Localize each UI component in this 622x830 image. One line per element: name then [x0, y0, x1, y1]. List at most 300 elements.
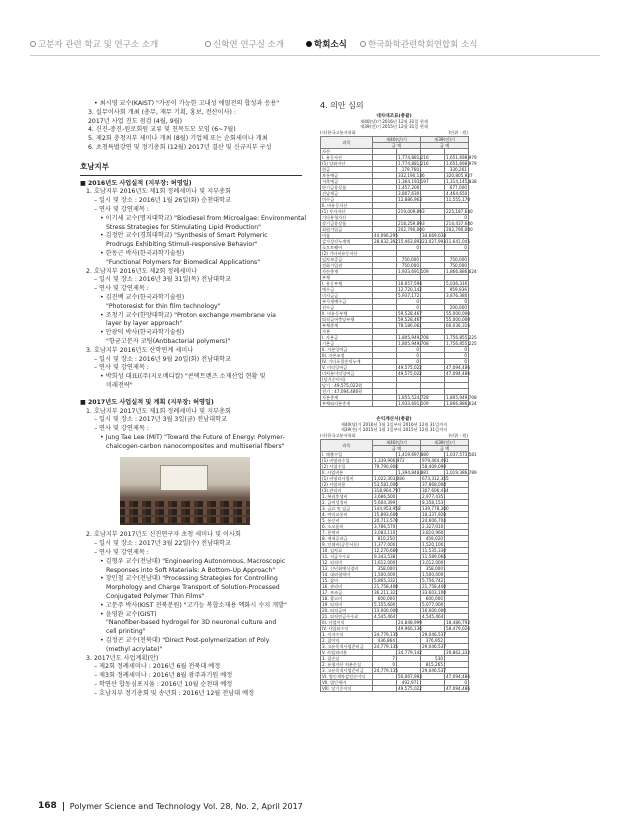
amount-cell: 21,758,400 [422, 584, 446, 589]
account-name-cell: 2. 유형자산 처분손실 [321, 662, 373, 668]
amount-cell: 750,000 [445, 257, 469, 263]
table-row [321, 476, 469, 482]
header-divider [30, 55, 600, 56]
account-name-cell: 감가상각누계액 [321, 239, 373, 245]
amount-cell: 4,545,464 [422, 614, 444, 619]
amount-cell: 0 [397, 353, 421, 359]
footer-divider [63, 802, 64, 811]
account-name-cell: 1. 잡손실 [321, 656, 373, 662]
amount-cell: 1,457,200 [398, 185, 420, 190]
text-line: 1. 호남지부 2016년도 제1회 정례세미나 및 지부총회 [86, 188, 231, 196]
table-unit: (단위 : 원) [448, 130, 468, 135]
amount-cell: 0 [445, 347, 469, 353]
amount-cell: 530 [421, 656, 445, 662]
amount-cell: 29,862,332 [446, 650, 470, 655]
amount-cell: 750,000 [397, 257, 421, 263]
amount-cell: 10,337,920 [422, 512, 446, 517]
amount-cell: 15,463,893 [398, 239, 422, 244]
account-name-cell: 기타유형자산 [321, 215, 373, 221]
amount-cell: 28,632,392 [374, 239, 398, 244]
account-name-cell: 당기 : 49,575,022원 [321, 383, 373, 389]
tab-label: 한국화학관련학회연합회 소식 [368, 40, 478, 50]
text-line: Conjugated Polymer Thin Films" [106, 593, 205, 601]
amount-cell: 1,756,855,225 [446, 335, 477, 340]
amount-cell: 0 [397, 245, 421, 251]
amount-cell: 47,094,486 [446, 371, 470, 376]
text-line: 미래전략" [106, 381, 133, 389]
amount-cell: 225,187,640 [446, 209, 473, 214]
amount-cell: 3,012,000 [422, 560, 444, 565]
right-column [320, 100, 477, 692]
amount-cell: 3,810,960 [422, 530, 444, 535]
amount-cell: 49,575,022 [398, 365, 422, 370]
amount-cell: 59,528,467 [398, 311, 422, 316]
amount-cell: 214,437,640 [446, 221, 473, 226]
amount-cell: 318,964,797 [374, 488, 401, 493]
column-header: 과목 [321, 440, 373, 452]
account-name-cell: 선수금 [321, 305, 373, 311]
amount-cell: 5,937,172 [398, 293, 420, 298]
table-org: (사)한국고분자학회 [320, 130, 356, 135]
amount-cell: 29,046,537 [422, 632, 446, 637]
amount-cell: 320,805,927 [446, 173, 473, 178]
tab-school-intro[interactable] [30, 38, 158, 50]
agenda-heading: 4. 의안 심의 [320, 101, 364, 110]
amount-cell: 5,155,600 [374, 602, 396, 607]
amount-cell: 358,000 [421, 566, 445, 572]
text-line: • 윤영완 교수(GIST) [100, 610, 157, 618]
amount-cell [373, 686, 397, 692]
amount-cell: 24,848,999 [398, 620, 422, 625]
text-line: – 연사 및 강연제목 : [94, 205, 149, 213]
amount-cell: 18,486,792 [446, 620, 470, 625]
text-line: ■ 2017년도 사업실적 및 계획 (지부장: 허영일) [80, 398, 214, 406]
text-line: – 연사 및 강연제목 : [94, 425, 149, 433]
account-name-cell: 6. 소모품비 [321, 524, 373, 530]
table-unit: (단위 : 원) [448, 433, 468, 438]
amount-cell: 55,000,000 [446, 317, 470, 322]
amount-cell: 0 [397, 305, 421, 311]
account-name-cell: 8. 제세공과금 [321, 536, 373, 542]
amount-cell: 50,067,993 [398, 674, 422, 679]
account-name-cell: 자본 [321, 329, 373, 335]
amount-cell: 49,966,136 [398, 626, 422, 631]
text-line: – 일시 및 장소 : 2016년 3월 31일(목) 전남대학교 [94, 276, 231, 284]
amount-cell: 1,805,949,708 [398, 335, 429, 340]
amount-cell: 60,036,316 [446, 323, 470, 328]
text-line: • 고문주 박사(KIST 전북분원) "고기능 복합소재용 액화시 수지 개발" [100, 601, 287, 609]
amount-cell: 24,779,135 [374, 644, 398, 649]
amount-cell: 0 [445, 353, 469, 359]
section-nav [30, 38, 600, 52]
amount-cell: 4,464,650 [446, 191, 468, 196]
amount-cell: 200,000 [445, 305, 469, 311]
amount-cell [421, 686, 445, 692]
table-period: 제40(당)기 2016년 1월 1일부터 2016년 12월 31일까지 [340, 422, 448, 427]
account-name-cell: VIII. 당기순이익 [321, 686, 373, 692]
account-name-cell: 21. 퇴직연금수수료 [321, 614, 373, 620]
account-name-cell: (2) 사업수입 [321, 464, 373, 470]
text-line: 3. 실무이사회 개최 (총무, 재무 기획, 홍보, 전산이사) : [88, 108, 237, 116]
amount-cell: 1,774,881,216 [398, 155, 429, 160]
account-name-cell: (1) 비영리수입 [321, 458, 373, 464]
account-name-cell: III. 자본조정 [321, 353, 373, 359]
amount-cell: 1,866,886,624 [446, 401, 477, 406]
amount-cell: 1,866,886,624 [446, 269, 477, 274]
amount-cell: 677,000 [445, 185, 469, 191]
text-line: Morphology and Charge Transport of Solution-Processed [106, 584, 280, 592]
account-name-cell: I. 매출수입 [321, 452, 373, 458]
account-name-cell: 7. 용역비 [321, 530, 373, 536]
account-name-cell: 15. 잡비 [321, 578, 373, 584]
amount-cell: 673,312,355 [422, 476, 449, 481]
amount-cell: 750,000 [397, 263, 421, 269]
amount-cell: 810,250 [373, 536, 397, 542]
account-name-cell: 18. 광고비 [321, 596, 373, 602]
amount-cell: 979,464,491 [422, 458, 449, 463]
amount-cell: 44,096,295 [374, 233, 398, 238]
account-name-cell: 10. 임차료 [321, 548, 373, 554]
account-name-cell: II. 자본잉여금 [321, 347, 373, 353]
account-name-cell: 회원가입금 [321, 227, 373, 233]
journal-citation: Polymer Science and Technology Vol. 28, No. 2, April 2017 [69, 801, 303, 811]
amount-cell: 2,327,010 [422, 524, 444, 529]
amount-cell: 0 [445, 680, 469, 686]
account-name-cell: (1) 당좌자산 [321, 161, 373, 167]
account-name-cell: 미수금 [321, 197, 373, 203]
account-name-cell: I. 유동자산 [321, 155, 373, 161]
account-name-cell: 3. 고유목적사업준비금 [321, 644, 373, 650]
amount-cell: 600,000 [373, 596, 397, 602]
amount-cell: 1,339,906,972 [374, 458, 405, 463]
tab-society-news[interactable] [306, 38, 347, 50]
account-name-cell: III. 사업이익 [321, 620, 373, 626]
amount-cell: 1,612,000 [374, 560, 396, 565]
column-header: 제39(전)기 [421, 440, 469, 446]
text-line: – 호남지부 정기총회 및 송년회 : 2016년 12월 전남대 예정 [94, 689, 255, 697]
account-name-cell: 12. 퇴직비 [321, 560, 373, 566]
account-name-cell: 1. 복리후생비 [321, 494, 373, 500]
account-name-cell: 부채와자본총계 [321, 401, 373, 407]
account-name-cell: (3) 관리비 [321, 488, 373, 494]
account-name-cell: IV. 기타포괄손익누계 [321, 359, 373, 365]
amount-cell: 358,000 [373, 566, 397, 572]
amount-cell: 1,651,698,979 [446, 155, 477, 160]
amount-cell: 5,036,316 [446, 281, 468, 286]
amount-cell: 36,211,321 [374, 590, 398, 595]
text-line: 2. 호남지부 2017년도 신진연구자 초청 세미나 및 이사회 [86, 531, 241, 539]
text-line: 4. 신진-중진-원로회원 교류 및 친목도모 모임 (6~7월) [88, 126, 236, 134]
amount-cell: 0 [445, 215, 469, 221]
amount-cell: 47,094,486 [446, 365, 470, 370]
text-line: • 장민철 교수(전남대) "Processing Strategies for Controlling [100, 575, 278, 583]
amount-cell: 9,343,538 [374, 554, 396, 559]
amount-cell: 79,790,908 [374, 464, 398, 469]
account-name-cell: 자산총계 [321, 269, 373, 275]
tab-lab-intro[interactable] [205, 38, 284, 50]
amount-cell: 330,261 [445, 167, 469, 173]
text-line: – 일시 및 장소 : 2017년 3월 3일(금) 전남대학교 [94, 416, 228, 424]
amount-cell: 59,528,467 [398, 317, 422, 322]
column-subheader: 금 액 [373, 446, 421, 452]
amount-cell: 0 [373, 662, 397, 668]
account-name-cell: (당기순이익) [321, 377, 373, 383]
left-column [80, 100, 307, 699]
account-name-cell: V. 사업외비용 [321, 650, 373, 656]
balance-sheet-table [320, 136, 477, 407]
account-name-cell: (1) 비영리사업비 [321, 476, 373, 482]
text-line: • 김정곤 교수(전북대) "Direct Post-polymerization of Poly [100, 637, 270, 645]
amount-cell: 1,500,000 [374, 572, 396, 577]
account-name-cell: 장기금융상품 [321, 221, 373, 227]
amount-cell: 1,520,100 [422, 542, 444, 547]
amount-cell: 11,589,066 [422, 554, 446, 559]
amount-cell: 33,603,100 [422, 590, 446, 595]
column-subheader: 금 액 [421, 446, 469, 452]
balance-sheet [320, 114, 477, 407]
text-line: – 연사 및 강연제목 : [94, 364, 149, 372]
text-line: chalcogen-carbon nanocomposites and multiserial fibers" [106, 442, 285, 450]
section-rule [80, 175, 302, 176]
amount-cell: 218,259,893 [398, 221, 425, 226]
account-name-cell: 자산 [321, 149, 373, 155]
tab-federation-news[interactable] [360, 38, 477, 50]
amount-cell [373, 401, 397, 407]
text-line: • 김진백 교수(한국과학기술원) [100, 293, 185, 301]
circle-icon [30, 41, 36, 47]
text-line: – 연사 및 강연제목 : [94, 285, 149, 293]
amount-cell: 1,805,949,708 [398, 341, 429, 346]
account-name-cell: 보통예금 [321, 173, 373, 179]
account-name-cell: 퇴직급여충당부채 [321, 317, 373, 323]
text-line: 6. 초청특별강연 및 정기총회 (12월) 2017년 결산 및 신규지부 구성 [88, 143, 272, 151]
amount-cell: 49,575,022 [398, 686, 422, 691]
text-line: 1. 호남지부 2017년도 제1회 정례세미나 및 지부총회 [86, 407, 231, 415]
amount-cell: 11,535,330 [422, 548, 446, 553]
column-header: 제40(당)기 [373, 440, 421, 446]
amount-cell: 20,713,570 [374, 518, 398, 523]
account-name-cell: 9. 인쇄비(공문서등) [321, 542, 373, 548]
account-name-cell: 비품 [321, 233, 373, 239]
amount-cell: 1,933,691,109 [398, 401, 429, 406]
amount-cell: 139,778,300 [422, 506, 449, 511]
column-subheader: 금 액 [421, 143, 469, 149]
account-name-cell: (1) 투자자산 [321, 209, 373, 215]
amount-cell: 5,865,332 [374, 578, 396, 583]
text-line: • 조청기 교수(한양대학교) "Proton exchange membrane via [100, 311, 276, 319]
text-line: cell printing" [106, 628, 146, 636]
amount-cell: 24,779,135 [374, 632, 398, 637]
text-line: 2. 호남지부 2016년도 제2회 정례세미나 [86, 267, 198, 275]
text-line: • 안광덕 박사(한국과학기술원) [100, 329, 185, 337]
table-row [321, 239, 469, 245]
account-name-cell: 현금 [321, 167, 373, 173]
amount-cell: 58,479,026 [446, 626, 470, 631]
text-line: Responses into Soft Materials: A Bottom-Up Approach" [106, 566, 276, 574]
account-name-cell: 11. 지급수수료 [321, 554, 373, 560]
amount-cell: 15,893,600 [374, 512, 398, 517]
account-name-cell: 부채 [321, 275, 373, 281]
amount-cell: 11,555,170 [446, 197, 470, 202]
amount-cell: 202,790,000 [446, 227, 473, 232]
amount-cell: 3,807,630 [398, 191, 420, 196]
amount-cell: 436,864 [373, 638, 397, 644]
account-name-cell: 선납세금 [321, 191, 373, 197]
text-line: – 학연산 합동심포지움 : 2016년 10월 순천대 예정 [94, 681, 233, 689]
account-name-cell: V. 이익잉여금 [321, 365, 373, 371]
amount-cell: 1,394,848,881 [398, 470, 429, 475]
amount-cell: 750,000 [445, 263, 469, 269]
results-2017-continued [80, 531, 302, 698]
account-name-cell: 1. 이자수익 [321, 632, 373, 638]
amount-cell: 47,094,486 [446, 674, 470, 679]
results-2016 [80, 179, 307, 391]
text-line: "Functional Polymers for Biomedical Applications" [106, 258, 261, 266]
amount-cell: 3,686,500 [374, 494, 396, 499]
amount-cell: 5,756,742 [422, 578, 444, 583]
amount-cell: 23,027,993 [422, 239, 446, 244]
account-name-cell: 미지급금 [321, 293, 373, 299]
tab-label: 신학연 연구실 소개 [213, 40, 285, 50]
account-name-cell: 전기 : 47,094,486원 [321, 389, 373, 395]
account-name-cell: II. 비유동부채 [321, 311, 373, 317]
amount-cell: 1,855,524,728 [398, 395, 429, 400]
amount-cell: 1,364,193,197 [398, 179, 429, 184]
column-header: 제39(전)기 [421, 137, 469, 143]
account-name-cell: 4. 여비교통비 [321, 512, 373, 518]
amount-cell: 219,009,893 [398, 209, 425, 214]
account-name-cell: II. 사업비용 [321, 470, 373, 476]
amount-cell: 0 [445, 359, 469, 365]
amount-cell: 8,358,153 [422, 500, 444, 505]
table-row [321, 401, 469, 407]
table-row [321, 686, 469, 692]
amount-cell: 959,936 [445, 287, 469, 293]
amount-cell: 21,758,400 [374, 584, 398, 589]
account-name-cell: 14. 대외협력비 [321, 572, 373, 578]
amount-cell: 12,720,142 [398, 287, 422, 292]
circle-icon [205, 41, 211, 47]
amount-cell: 24,779,142 [398, 650, 422, 655]
text-line: • 이기세 교수(명지대학교) "Biodiesel from Microalgae: Environmental [100, 214, 307, 222]
tab-label: 고분자 관련 학교 및 연구소 소개 [38, 40, 159, 50]
page-footer [38, 801, 303, 811]
amount-cell: 1,022,303,086 [374, 476, 405, 481]
amount-cell: 37,868,000 [422, 482, 446, 487]
amount-cell: 144,953,958 [374, 506, 401, 511]
table-period: 제39(전)기 2015년 1월 1일부터 2015년 12월 31일까지 [340, 427, 448, 432]
account-name-cell: 2. 잡이익 [321, 638, 373, 644]
amount-cell: 600,000 [421, 596, 445, 602]
text-line: – 제3회 정례세미나 : 2016년 8월 광주과기원 예정 [94, 672, 233, 680]
account-name-cell: 3. 급료 및 임금 [321, 506, 373, 512]
results-2017 [80, 399, 302, 452]
text-line: • 박희성 대표((주)지오메디칼) "콘택트렌즈 소재산업 현황 및 [100, 373, 266, 381]
amount-cell: 2,977,435 [422, 494, 444, 499]
table-period: 제39(전)기 2015년 12월 31일 현재 [360, 124, 428, 129]
text-line: 5. 제2회 충청지부 세미나 개최 (8월) 기업체 또는 순회세미나 개최 [88, 135, 268, 143]
amount-cell: 13,000,000 [374, 608, 398, 613]
amount-cell: 24,606,704 [422, 518, 446, 523]
amount-cell: 1,037,573,581 [446, 452, 477, 457]
amount-cell: 7 [373, 656, 397, 662]
account-name-cell: VI. 법인세차감전순이익 [321, 674, 373, 680]
column-subheader: 금 액 [373, 143, 421, 149]
text-line: "Photoresist for thin film technology" [106, 302, 221, 310]
account-name-cell: 자본총계 [321, 395, 373, 401]
account-name-cell: 소프트웨어 [321, 245, 373, 251]
amount-cell: 1,651,698,979 [446, 161, 477, 166]
amount-cell: 0 [397, 347, 421, 353]
amount-cell: 53,581,000 [374, 482, 398, 487]
amount-cell: 376,952 [421, 638, 445, 644]
amount-cell: 1,419,697,880 [398, 452, 429, 457]
text-line: Prodrugs Exhibiting Stimuli-responsive Behavior" [106, 241, 258, 249]
section-title: 호남지부 [80, 161, 109, 171]
amount-cell: 332,190,136 [398, 173, 425, 178]
account-name-cell: I. 자본금 [321, 335, 373, 341]
account-name-cell: 전화가입권 [321, 263, 373, 269]
amount-cell: 11,641,045 [446, 239, 470, 244]
account-name-cell: 부채총계 [321, 323, 373, 329]
amount-cell: 47,094,486 [446, 686, 470, 691]
amount-cell: 78,186,061 [398, 323, 422, 328]
account-name-cell: 기본금 [321, 341, 373, 347]
tab-label: 학회소식 [314, 40, 347, 50]
account-name-cell: 저축예금 [321, 179, 373, 185]
amount-cell: 492,971 [397, 680, 421, 686]
amount-cell: 29,046,537 [422, 644, 446, 649]
income-statement [320, 417, 477, 692]
amount-cell: 12,886,963 [398, 197, 422, 202]
account-name-cell: 3. 고유목적사업준비금 [321, 668, 373, 674]
amount-cell: 1,019,386,789 [446, 470, 477, 475]
amount-cell: 34,669,038 [422, 233, 446, 238]
amount-cell: 1,933,691,109 [398, 269, 429, 274]
account-name-cell: 임차보증금 [321, 257, 373, 263]
text-line: (methyl acrylate)" [106, 645, 163, 653]
table-row [321, 458, 469, 464]
amount-cell: 0 [397, 359, 421, 365]
account-name-cell: 20. 퇴직급여 [321, 608, 373, 614]
income-statement-table [320, 439, 477, 692]
account-name-cell: 16. 관리비 [321, 584, 373, 590]
circle-icon [360, 41, 366, 47]
amount-cell: 1,774,881,216 [398, 161, 429, 166]
account-name-cell: 미처분이익잉여금 [321, 371, 373, 377]
table-period: 제40(당)기 2016년 12월 31일 현재 [360, 119, 428, 124]
amount-cell: 1,377,000 [374, 542, 396, 547]
amount-cell: 4,545,464 [374, 614, 396, 619]
amount-cell: 1,805,949,708 [446, 395, 477, 400]
account-name-cell: VII. 법인세비 [321, 680, 373, 686]
amount-cell: 16,600,000 [422, 608, 446, 613]
text-line: ■ 2016년도 사업실적 (지부장: 허영일) [80, 179, 192, 187]
amount-cell: 3,083,110 [374, 530, 396, 535]
seminar-photo [120, 457, 250, 525]
amount-cell: 1,500,000 [422, 572, 444, 577]
amount-cell: 5,604,399 [374, 500, 396, 505]
account-name-cell: 17. 보조금 [321, 590, 373, 596]
table-title: 대차대조표(총괄) [376, 114, 412, 119]
text-line: layer by layer approach" [106, 320, 183, 328]
amount-cell: 307,606,434 [422, 488, 449, 493]
account-name-cell: 5. 통신비 [321, 518, 373, 524]
amount-cell: 459,020 [421, 536, 445, 542]
text-line: – 일시 및 장소 : 2016년 1월 26일(화) 순천대학교 [94, 197, 231, 205]
table-org: (사)한국고분자학회 [320, 433, 356, 438]
account-name-cell: I. 유동부채 [321, 281, 373, 287]
